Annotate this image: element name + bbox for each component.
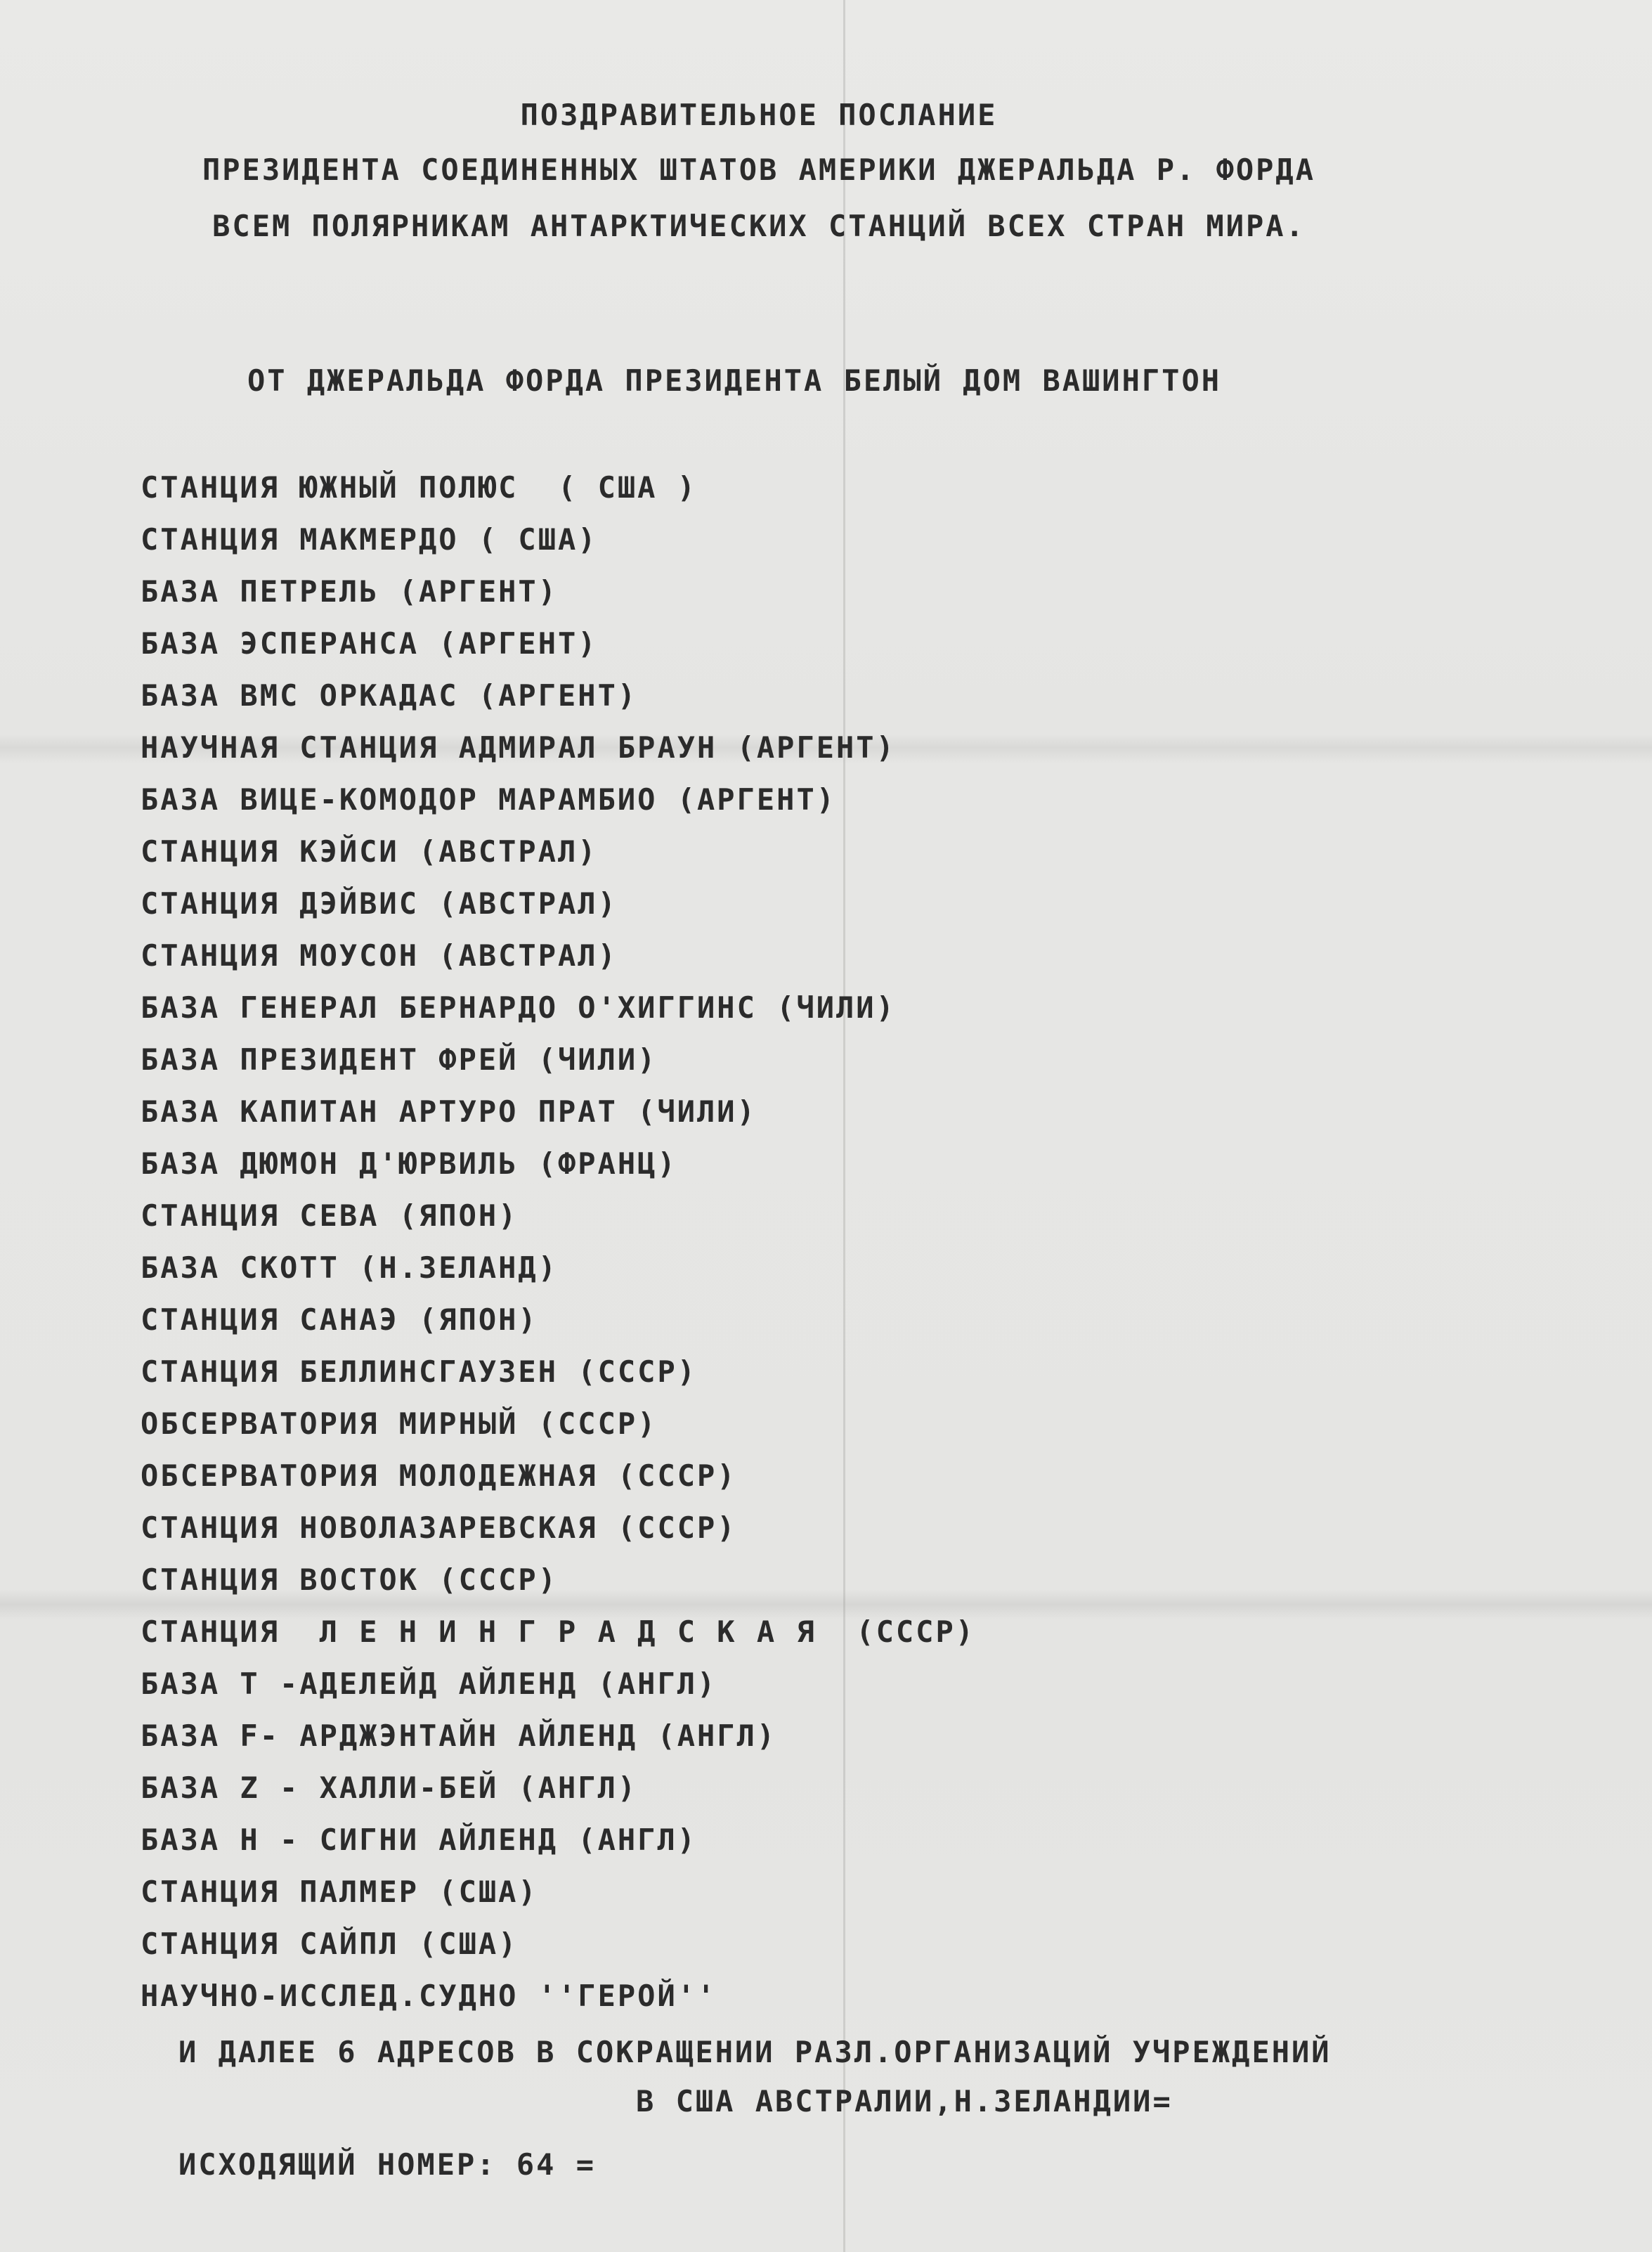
outgoing-number-line: ИСХОДЯЩИЙ НОМЕР: 64 = xyxy=(178,2147,597,2182)
address-line-22: СТАНЦИЯ ВОСТОК (СССР) xyxy=(141,1562,559,1597)
address-line-17: СТАНЦИЯ САНАЭ (ЯПОН) xyxy=(141,1302,538,1337)
address-line-3: БАЗА ПЕТРЕЛЬ (АРГЕНТ) xyxy=(141,574,559,609)
vertical-fold-crease xyxy=(843,0,845,2252)
address-line-18: СТАНЦИЯ БЕЛЛИНСГАУЗЕН (СССР) xyxy=(141,1354,698,1389)
address-line-8: СТАНЦИЯ КЭЙСИ (АВСТРАЛ) xyxy=(141,834,598,869)
address-line-11: БАЗА ГЕНЕРАЛ БЕРНАРДО О'ХИГГИНС (ЧИЛИ) xyxy=(141,990,896,1025)
footer-line-1: И ДАЛЕЕ 6 АДРЕСОВ В СОКРАЩЕНИИ РАЗЛ.ОРГАНИЗАЦИЙ УЧРЕЖДЕНИЙ xyxy=(178,2035,1332,2069)
address-line-13: БАЗА КАПИТАН АРТУРО ПРАТ (ЧИЛИ) xyxy=(141,1094,757,1129)
title-line-2: ПРЕЗИДЕНТА СОЕДИНЕННЫХ ШТАТОВ АМЕРИКИ ДЖЕРАЛЬДА Р. ФОРДА xyxy=(202,153,1316,187)
address-line-16: БАЗА СКОТТ (Н.ЗЕЛАНД) xyxy=(141,1250,559,1285)
address-line-29: СТАНЦИЯ САЙПЛ (США) xyxy=(141,1927,519,1961)
address-line-21: СТАНЦИЯ НОВОЛАЗАРЕВСКАЯ (СССР) xyxy=(141,1510,737,1545)
address-line-1: СТАНЦИЯ ЮЖНЫЙ ПОЛЮС ( США ) xyxy=(141,470,698,505)
address-line-24: БАЗА Т -АДЕЛЕЙД АЙЛЕНД (АНГЛ) xyxy=(141,1667,717,1701)
address-line-12: БАЗА ПРЕЗИДЕНТ ФРЕЙ (ЧИЛИ) xyxy=(141,1042,658,1077)
address-line-7: БАЗА ВИЦЕ-КОМОДОР МАРАМБИО (АРГЕНТ) xyxy=(141,782,837,817)
address-line-10: СТАНЦИЯ МОУСОН (АВСТРАЛ) xyxy=(141,938,618,973)
address-line-25: БАЗА F- АРДЖЭНТАЙН АЙЛЕНД (АНГЛ) xyxy=(141,1719,777,1753)
address-line-27: БАЗА Н - СИГНИ АЙЛЕНД (АНГЛ) xyxy=(141,1823,698,1857)
address-line-5: БАЗА ВМС ОРКАДАС (АРГЕНТ) xyxy=(141,678,638,713)
sender-line: ОТ ДЖЕРАЛЬДА ФОРДА ПРЕЗИДЕНТА БЕЛЫЙ ДОМ ВАШИНГТОН xyxy=(247,363,1222,398)
address-line-23: СТАНЦИЯ Л Е Н И Н Г Р А Д С К А Я (СССР) xyxy=(141,1614,976,1649)
address-line-30: НАУЧНО-ИССЛЕД.СУДНО ''ГЕРОЙ'' xyxy=(141,1979,717,2013)
address-line-15: СТАНЦИЯ СЕВА (ЯПОН) xyxy=(141,1198,519,1233)
address-line-9: СТАНЦИЯ ДЭЙВИС (АВСТРАЛ) xyxy=(141,886,618,921)
address-line-2: СТАНЦИЯ МАКМЕРДО ( США) xyxy=(141,522,598,557)
address-line-14: БАЗА ДЮМОН Д'ЮРВИЛЬ (ФРАНЦ) xyxy=(141,1146,677,1181)
address-line-6: НАУЧНАЯ СТАНЦИЯ АДМИРАЛ БРАУН (АРГЕНТ) xyxy=(141,730,896,765)
address-line-28: СТАНЦИЯ ПАЛМЕР (США) xyxy=(141,1875,538,1909)
title-line-3: ВСЕМ ПОЛЯРНИКАМ АНТАРКТИЧЕСКИХ СТАНЦИЙ ВСЕХ СТРАН МИРА. xyxy=(212,209,1306,243)
address-line-20: ОБСЕРВАТОРИЯ МОЛОДЕЖНАЯ (СССР) xyxy=(141,1458,737,1493)
address-line-19: ОБСЕРВАТОРИЯ МИРНЫЙ (СССР) xyxy=(141,1406,658,1441)
address-line-4: БАЗА ЭСПЕРАНСА (АРГЕНТ) xyxy=(141,626,598,661)
footer-line-2: В США АВСТРАЛИИ,Н.ЗЕЛАНДИИ= xyxy=(636,2084,1173,2118)
address-line-26: БАЗА Z - ХАЛЛИ-БЕЙ (АНГЛ) xyxy=(141,1771,638,1805)
title-line-1: ПОЗДРАВИТЕЛЬНОЕ ПОСЛАНИЕ xyxy=(520,98,998,132)
